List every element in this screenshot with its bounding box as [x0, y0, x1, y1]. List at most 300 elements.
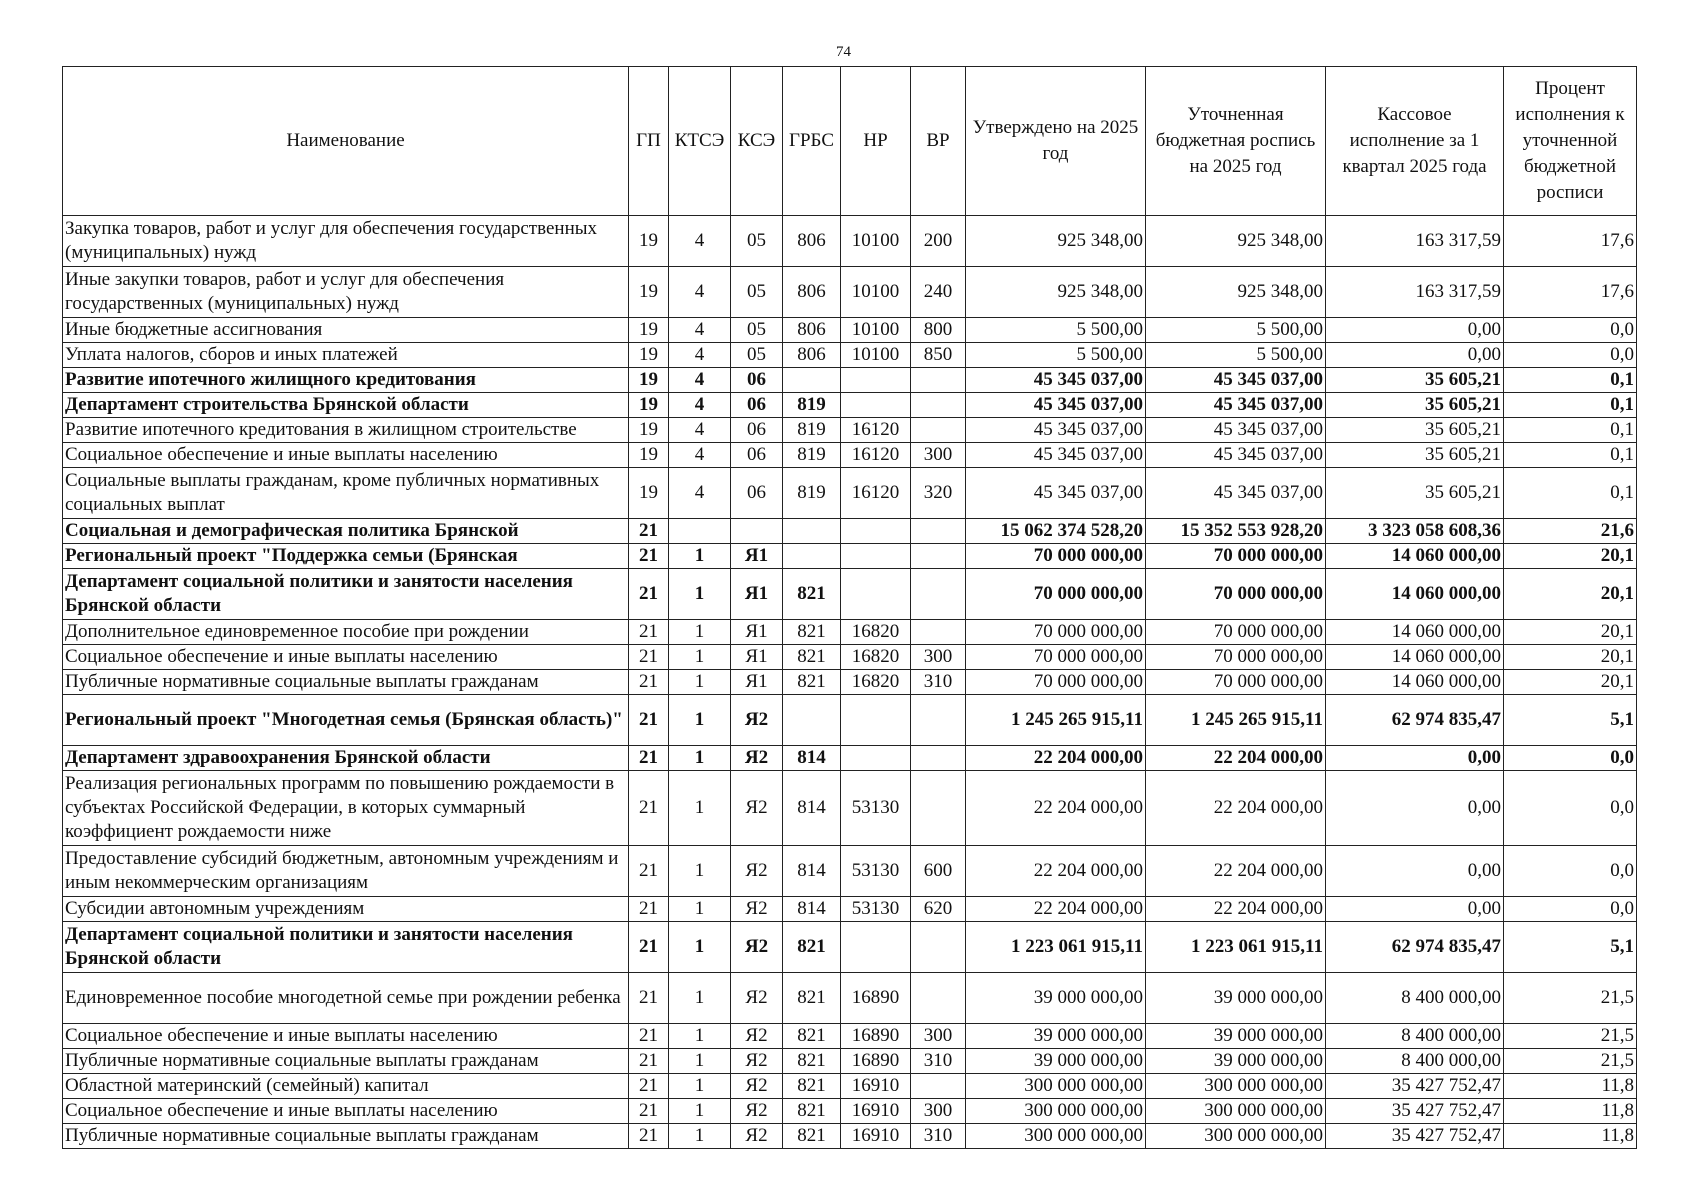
cell-nr: 16120	[841, 468, 911, 519]
cell-kse: Я2	[731, 846, 783, 897]
table-header-row	[63, 67, 1637, 216]
table-body	[63, 216, 1637, 1149]
cell-ktse: 1	[669, 1024, 731, 1049]
cell-kse: Я1	[731, 569, 783, 620]
cell-nr	[841, 393, 911, 418]
cell-gp: 21	[629, 1099, 669, 1124]
cell-nr: 53130	[841, 897, 911, 922]
table-row	[63, 973, 1637, 1024]
cell-grbs	[783, 519, 841, 544]
cell-cash: 8 400 000,00	[1326, 1049, 1504, 1074]
cell-approved: 70 000 000,00	[966, 670, 1146, 695]
cell-grbs: 806	[783, 343, 841, 368]
cell-gp: 19	[629, 443, 669, 468]
cell-nr: 16910	[841, 1124, 911, 1149]
table-row	[63, 1049, 1637, 1074]
cell-nr: 16120	[841, 443, 911, 468]
cell-gp: 21	[629, 846, 669, 897]
cell-name: Социальное обеспечение и иные выплаты населению	[63, 443, 629, 468]
cell-ktse: 4	[669, 267, 731, 318]
cell-kse: 06	[731, 368, 783, 393]
cell-vr	[911, 620, 966, 645]
cell-kse: Я2	[731, 897, 783, 922]
cell-grbs: 821	[783, 922, 841, 973]
cell-cash: 8 400 000,00	[1326, 1024, 1504, 1049]
cell-kse: Я2	[731, 746, 783, 771]
cell-ktse: 1	[669, 1099, 731, 1124]
cell-nr	[841, 519, 911, 544]
cell-grbs: 814	[783, 746, 841, 771]
cell-kse: Я2	[731, 973, 783, 1024]
cell-name: Дополнительное единовременное пособие при рождении	[63, 620, 629, 645]
cell-name: Публичные нормативные социальные выплаты гражданам	[63, 1049, 629, 1074]
cell-approved: 5 500,00	[966, 318, 1146, 343]
table-row	[63, 544, 1637, 569]
table-row	[63, 468, 1637, 519]
cell-nr	[841, 569, 911, 620]
cell-percent: 17,6	[1504, 267, 1637, 318]
cell-gp: 19	[629, 368, 669, 393]
cell-approved: 70 000 000,00	[966, 645, 1146, 670]
cell-revised: 5 500,00	[1146, 318, 1326, 343]
cell-approved: 22 204 000,00	[966, 846, 1146, 897]
cell-vr: 300	[911, 443, 966, 468]
cell-ktse: 4	[669, 418, 731, 443]
cell-gp: 21	[629, 695, 669, 746]
cell-percent: 5,1	[1504, 922, 1637, 973]
cell-cash: 8 400 000,00	[1326, 973, 1504, 1024]
cell-ktse: 4	[669, 216, 731, 267]
cell-approved: 925 348,00	[966, 216, 1146, 267]
table-row	[63, 1099, 1637, 1124]
table-row	[63, 897, 1637, 922]
cell-grbs: 821	[783, 1024, 841, 1049]
table-row	[63, 569, 1637, 620]
cell-ktse: 1	[669, 1124, 731, 1149]
cell-cash: 163 317,59	[1326, 267, 1504, 318]
header-kse: КСЭ	[731, 67, 783, 216]
table-row	[63, 645, 1637, 670]
cell-kse: Я2	[731, 771, 783, 846]
cell-approved: 22 204 000,00	[966, 746, 1146, 771]
cell-approved: 39 000 000,00	[966, 1049, 1146, 1074]
cell-percent: 0,0	[1504, 771, 1637, 846]
cell-revised: 5 500,00	[1146, 343, 1326, 368]
cell-gp: 21	[629, 973, 669, 1024]
cell-nr: 16890	[841, 1049, 911, 1074]
cell-approved: 45 345 037,00	[966, 443, 1146, 468]
cell-name: Социальная и демографическая политика Брянской	[63, 519, 629, 544]
cell-grbs: 819	[783, 418, 841, 443]
cell-name: Субсидии автономным учреждениям	[63, 897, 629, 922]
cell-approved: 1 245 265 915,11	[966, 695, 1146, 746]
cell-grbs: 821	[783, 973, 841, 1024]
cell-kse: Я1	[731, 620, 783, 645]
cell-name: Предоставление субсидий бюджетным, автономным учреждениям и иным некоммерческим организациям	[63, 846, 629, 897]
cell-grbs: 814	[783, 771, 841, 846]
cell-approved: 39 000 000,00	[966, 973, 1146, 1024]
table-row	[63, 368, 1637, 393]
cell-vr: 300	[911, 1024, 966, 1049]
cell-revised: 70 000 000,00	[1146, 670, 1326, 695]
cell-gp: 21	[629, 569, 669, 620]
cell-percent: 20,1	[1504, 544, 1637, 569]
budget-table	[62, 66, 1637, 1149]
cell-gp: 21	[629, 1124, 669, 1149]
cell-gp: 19	[629, 468, 669, 519]
cell-cash: 0,00	[1326, 771, 1504, 846]
cell-cash: 35 427 752,47	[1326, 1124, 1504, 1149]
cell-kse	[731, 519, 783, 544]
table-row	[63, 1124, 1637, 1149]
header-approved: Утверждено на 2025 год	[966, 67, 1146, 216]
cell-revised: 15 352 553 928,20	[1146, 519, 1326, 544]
cell-ktse: 1	[669, 1074, 731, 1099]
cell-kse: 06	[731, 468, 783, 519]
cell-vr	[911, 771, 966, 846]
cell-grbs	[783, 368, 841, 393]
cell-percent: 0,1	[1504, 418, 1637, 443]
cell-cash: 0,00	[1326, 846, 1504, 897]
cell-approved: 39 000 000,00	[966, 1024, 1146, 1049]
cell-grbs: 821	[783, 620, 841, 645]
cell-name: Социальное обеспечение и иные выплаты населению	[63, 645, 629, 670]
cell-nr: 10100	[841, 343, 911, 368]
cell-kse: 05	[731, 267, 783, 318]
cell-name: Социальное обеспечение и иные выплаты населению	[63, 1099, 629, 1124]
cell-percent: 11,8	[1504, 1074, 1637, 1099]
cell-percent: 0,0	[1504, 846, 1637, 897]
cell-gp: 19	[629, 393, 669, 418]
cell-revised: 925 348,00	[1146, 267, 1326, 318]
cell-name: Департамент социальной политики и занятости населения Брянской области	[63, 569, 629, 620]
cell-cash: 0,00	[1326, 343, 1504, 368]
cell-percent: 0,1	[1504, 468, 1637, 519]
cell-name: Закупка товаров, работ и услуг для обеспечения государственных (муниципальных) нужд	[63, 216, 629, 267]
cell-cash: 0,00	[1326, 897, 1504, 922]
cell-vr	[911, 695, 966, 746]
cell-revised: 1 223 061 915,11	[1146, 922, 1326, 973]
cell-name: Областной материнский (семейный) капитал	[63, 1074, 629, 1099]
cell-vr	[911, 368, 966, 393]
table-row	[63, 746, 1637, 771]
cell-nr: 16820	[841, 645, 911, 670]
cell-revised: 39 000 000,00	[1146, 973, 1326, 1024]
cell-cash: 62 974 835,47	[1326, 695, 1504, 746]
cell-vr	[911, 1074, 966, 1099]
cell-nr: 16910	[841, 1074, 911, 1099]
cell-cash: 163 317,59	[1326, 216, 1504, 267]
cell-cash: 14 060 000,00	[1326, 620, 1504, 645]
cell-approved: 70 000 000,00	[966, 544, 1146, 569]
cell-vr	[911, 973, 966, 1024]
cell-approved: 300 000 000,00	[966, 1074, 1146, 1099]
cell-ktse: 4	[669, 393, 731, 418]
cell-name: Публичные нормативные социальные выплаты гражданам	[63, 670, 629, 695]
cell-gp: 21	[629, 519, 669, 544]
cell-vr	[911, 418, 966, 443]
cell-ktse: 4	[669, 368, 731, 393]
cell-kse: Я1	[731, 670, 783, 695]
cell-name: Региональный проект "Поддержка семьи (Брянская	[63, 544, 629, 569]
cell-grbs: 821	[783, 670, 841, 695]
cell-approved: 5 500,00	[966, 343, 1146, 368]
table-row	[63, 318, 1637, 343]
cell-ktse: 1	[669, 973, 731, 1024]
cell-percent: 5,1	[1504, 695, 1637, 746]
cell-grbs: 821	[783, 1049, 841, 1074]
cell-revised: 70 000 000,00	[1146, 620, 1326, 645]
cell-percent: 0,0	[1504, 343, 1637, 368]
cell-kse: 05	[731, 216, 783, 267]
cell-percent: 0,1	[1504, 393, 1637, 418]
cell-kse: 06	[731, 393, 783, 418]
header-cash: Кассовое исполнение за 1 квартал 2025 года	[1326, 67, 1504, 216]
cell-grbs: 821	[783, 645, 841, 670]
cell-gp: 21	[629, 1049, 669, 1074]
cell-approved: 70 000 000,00	[966, 569, 1146, 620]
cell-name: Департамент строительства Брянской области	[63, 393, 629, 418]
cell-cash: 35 605,21	[1326, 443, 1504, 468]
cell-gp: 21	[629, 620, 669, 645]
cell-percent: 21,5	[1504, 973, 1637, 1024]
cell-vr	[911, 922, 966, 973]
cell-cash: 14 060 000,00	[1326, 569, 1504, 620]
cell-grbs	[783, 544, 841, 569]
table-row	[63, 1024, 1637, 1049]
cell-vr: 300	[911, 645, 966, 670]
cell-kse: Я2	[731, 1024, 783, 1049]
cell-cash: 14 060 000,00	[1326, 670, 1504, 695]
cell-vr	[911, 746, 966, 771]
cell-vr: 310	[911, 1124, 966, 1149]
cell-cash: 62 974 835,47	[1326, 922, 1504, 973]
cell-approved: 925 348,00	[966, 267, 1146, 318]
cell-kse: Я2	[731, 1124, 783, 1149]
cell-revised: 22 204 000,00	[1146, 897, 1326, 922]
cell-revised: 300 000 000,00	[1146, 1074, 1326, 1099]
cell-name: Региональный проект "Многодетная семья (Брянская область)"	[63, 695, 629, 746]
cell-ktse: 1	[669, 569, 731, 620]
cell-revised: 1 245 265 915,11	[1146, 695, 1326, 746]
cell-nr: 10100	[841, 267, 911, 318]
cell-grbs: 821	[783, 1074, 841, 1099]
cell-name: Публичные нормативные социальные выплаты гражданам	[63, 1124, 629, 1149]
cell-ktse: 1	[669, 771, 731, 846]
table-row	[63, 393, 1637, 418]
cell-approved: 15 062 374 528,20	[966, 519, 1146, 544]
cell-approved: 45 345 037,00	[966, 468, 1146, 519]
cell-revised: 22 204 000,00	[1146, 771, 1326, 846]
cell-ktse: 1	[669, 670, 731, 695]
cell-cash: 14 060 000,00	[1326, 645, 1504, 670]
cell-vr: 200	[911, 216, 966, 267]
cell-vr: 240	[911, 267, 966, 318]
cell-vr: 620	[911, 897, 966, 922]
cell-percent: 0,1	[1504, 368, 1637, 393]
cell-ktse: 1	[669, 922, 731, 973]
table-row	[63, 216, 1637, 267]
cell-revised: 70 000 000,00	[1146, 569, 1326, 620]
cell-grbs: 806	[783, 267, 841, 318]
cell-name: Единовременное пособие многодетной семье при рождении ребенка	[63, 973, 629, 1024]
cell-nr: 16820	[841, 670, 911, 695]
table-row	[63, 620, 1637, 645]
cell-kse: Я2	[731, 1099, 783, 1124]
cell-percent: 17,6	[1504, 216, 1637, 267]
header-name: Наименование	[63, 67, 629, 216]
cell-gp: 21	[629, 1024, 669, 1049]
cell-approved: 45 345 037,00	[966, 418, 1146, 443]
cell-grbs: 819	[783, 468, 841, 519]
cell-vr: 310	[911, 670, 966, 695]
cell-kse: Я2	[731, 1074, 783, 1099]
table-row	[63, 267, 1637, 318]
cell-gp: 19	[629, 267, 669, 318]
cell-revised: 22 204 000,00	[1146, 846, 1326, 897]
cell-kse: Я1	[731, 544, 783, 569]
cell-kse: Я2	[731, 922, 783, 973]
cell-nr	[841, 695, 911, 746]
cell-name: Развитие ипотечного кредитования в жилищном строительстве	[63, 418, 629, 443]
cell-ktse: 1	[669, 746, 731, 771]
cell-kse: Я2	[731, 1049, 783, 1074]
cell-vr: 310	[911, 1049, 966, 1074]
cell-nr	[841, 746, 911, 771]
cell-vr: 850	[911, 343, 966, 368]
cell-name: Реализация региональных программ по повышению рождаемости в субъектах Российской Федерации, в которых суммарный коэффициент рождаемости ниже	[63, 771, 629, 846]
cell-name: Социальное обеспечение и иные выплаты населению	[63, 1024, 629, 1049]
cell-gp: 21	[629, 1074, 669, 1099]
cell-grbs: 806	[783, 318, 841, 343]
cell-percent: 0,0	[1504, 897, 1637, 922]
cell-ktse: 1	[669, 695, 731, 746]
cell-grbs: 814	[783, 846, 841, 897]
cell-percent: 20,1	[1504, 670, 1637, 695]
cell-grbs	[783, 695, 841, 746]
cell-gp: 21	[629, 771, 669, 846]
cell-cash: 35 605,21	[1326, 368, 1504, 393]
cell-vr: 320	[911, 468, 966, 519]
table-row	[63, 846, 1637, 897]
cell-ktse: 1	[669, 620, 731, 645]
cell-gp: 21	[629, 645, 669, 670]
cell-revised: 70 000 000,00	[1146, 645, 1326, 670]
cell-vr	[911, 569, 966, 620]
cell-approved: 45 345 037,00	[966, 393, 1146, 418]
cell-revised: 45 345 037,00	[1146, 443, 1326, 468]
cell-cash: 3 323 058 608,36	[1326, 519, 1504, 544]
cell-percent: 21,5	[1504, 1024, 1637, 1049]
header-percent: Процент исполнения к уточненной бюджетной росписи	[1504, 67, 1637, 216]
cell-vr	[911, 544, 966, 569]
cell-ktse	[669, 519, 731, 544]
cell-nr: 16910	[841, 1099, 911, 1124]
cell-name: Иные бюджетные ассигнования	[63, 318, 629, 343]
cell-approved: 1 223 061 915,11	[966, 922, 1146, 973]
cell-ktse: 4	[669, 468, 731, 519]
cell-approved: 300 000 000,00	[966, 1124, 1146, 1149]
cell-gp: 21	[629, 897, 669, 922]
cell-ktse: 4	[669, 343, 731, 368]
cell-gp: 21	[629, 746, 669, 771]
cell-approved: 22 204 000,00	[966, 771, 1146, 846]
cell-revised: 300 000 000,00	[1146, 1099, 1326, 1124]
cell-gp: 21	[629, 544, 669, 569]
cell-percent: 0,1	[1504, 443, 1637, 468]
cell-name: Развитие ипотечного жилищного кредитования	[63, 368, 629, 393]
cell-kse: Я1	[731, 645, 783, 670]
cell-grbs: 821	[783, 569, 841, 620]
cell-revised: 70 000 000,00	[1146, 544, 1326, 569]
table-row	[63, 670, 1637, 695]
cell-revised: 45 345 037,00	[1146, 368, 1326, 393]
cell-kse: 05	[731, 343, 783, 368]
cell-cash: 0,00	[1326, 318, 1504, 343]
cell-gp: 19	[629, 318, 669, 343]
cell-grbs: 806	[783, 216, 841, 267]
cell-ktse: 1	[669, 1049, 731, 1074]
cell-percent: 20,1	[1504, 645, 1637, 670]
cell-grbs: 821	[783, 1099, 841, 1124]
cell-grbs: 821	[783, 1124, 841, 1149]
cell-ktse: 4	[669, 318, 731, 343]
cell-gp: 19	[629, 343, 669, 368]
cell-name: Социальные выплаты гражданам, кроме публичных нормативных социальных выплат	[63, 468, 629, 519]
cell-ktse: 4	[669, 443, 731, 468]
cell-percent: 21,5	[1504, 1049, 1637, 1074]
cell-approved: 45 345 037,00	[966, 368, 1146, 393]
cell-cash: 35 427 752,47	[1326, 1099, 1504, 1124]
cell-gp: 21	[629, 670, 669, 695]
cell-name: Департамент здравоохранения Брянской области	[63, 746, 629, 771]
cell-nr: 16820	[841, 620, 911, 645]
cell-percent: 20,1	[1504, 620, 1637, 645]
table-row	[63, 771, 1637, 846]
cell-cash: 35 605,21	[1326, 468, 1504, 519]
header-nr: НР	[841, 67, 911, 216]
cell-ktse: 1	[669, 897, 731, 922]
cell-ktse: 1	[669, 846, 731, 897]
cell-nr	[841, 544, 911, 569]
cell-percent: 0,0	[1504, 746, 1637, 771]
cell-nr: 10100	[841, 216, 911, 267]
cell-percent: 21,6	[1504, 519, 1637, 544]
cell-ktse: 1	[669, 544, 731, 569]
cell-kse: 05	[731, 318, 783, 343]
cell-approved: 70 000 000,00	[966, 620, 1146, 645]
cell-nr	[841, 922, 911, 973]
cell-kse: 06	[731, 443, 783, 468]
cell-revised: 39 000 000,00	[1146, 1049, 1326, 1074]
cell-ktse: 1	[669, 645, 731, 670]
cell-kse: Я2	[731, 695, 783, 746]
cell-vr: 300	[911, 1099, 966, 1124]
page-number: 74	[836, 44, 851, 60]
cell-revised: 45 345 037,00	[1146, 468, 1326, 519]
cell-nr	[841, 368, 911, 393]
cell-revised: 22 204 000,00	[1146, 746, 1326, 771]
cell-grbs: 819	[783, 443, 841, 468]
cell-cash: 35 427 752,47	[1326, 1074, 1504, 1099]
header-ktse: КТСЭ	[669, 67, 731, 216]
cell-percent: 20,1	[1504, 569, 1637, 620]
cell-vr: 600	[911, 846, 966, 897]
cell-nr: 10100	[841, 318, 911, 343]
cell-nr: 53130	[841, 771, 911, 846]
cell-name: Департамент социальной политики и занятости населения Брянской области	[63, 922, 629, 973]
cell-gp: 19	[629, 216, 669, 267]
